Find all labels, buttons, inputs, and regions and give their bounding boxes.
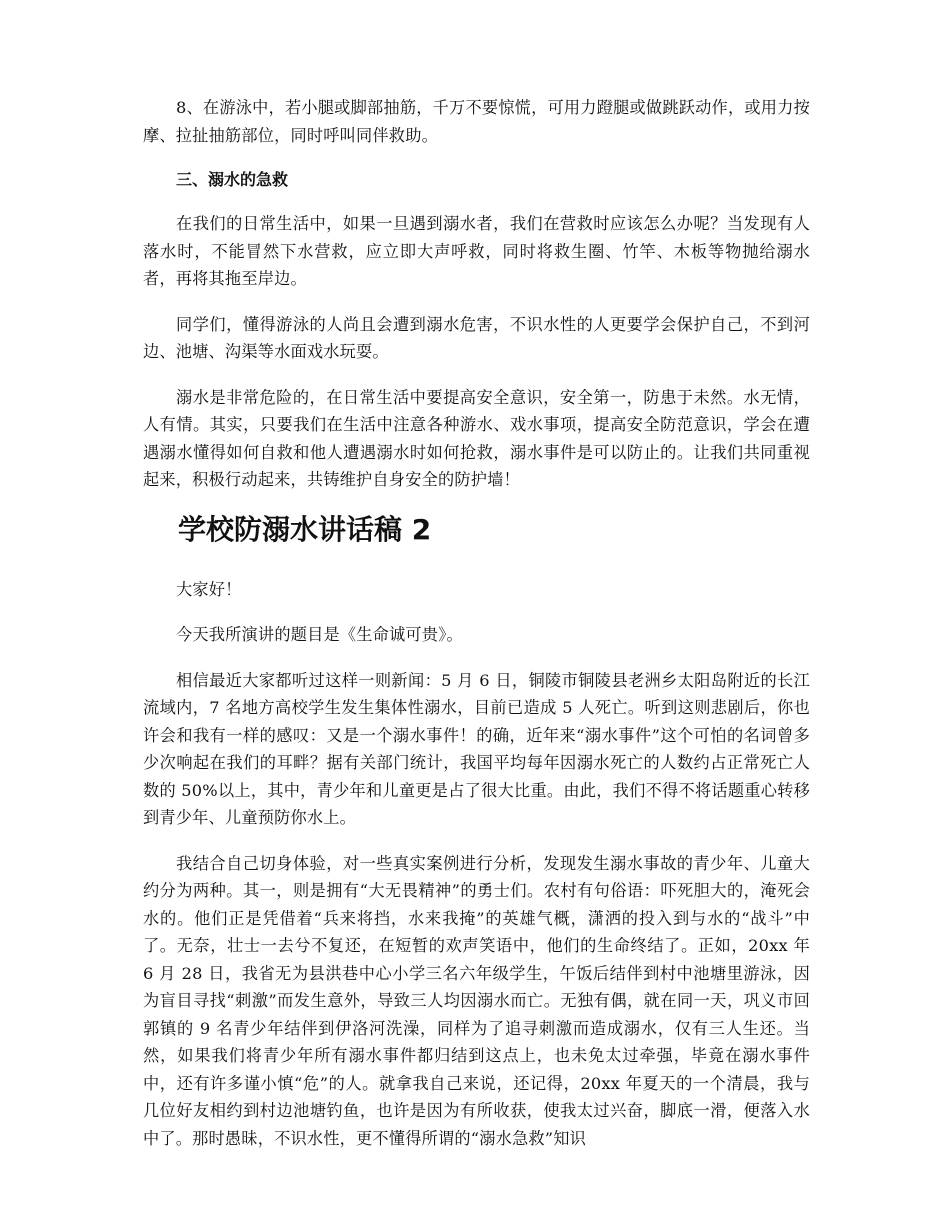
document-title: 学校防溺水讲话稿 2 [178,512,432,546]
paragraph-tip-8: 8、在游泳中，若小腿或脚部抽筋，千万不要惊慌，可用力蹬腿或做跳跃动作，或用力按摩、拉扯抽筋部位，同时呼叫同伴救助。 [143,98,810,145]
paragraph-news: 相信最近大家都听过这样一则新闻：5 月 6 日，铜陵市铜陵县老洲乡太阳岛附近的长江流域内，7 名地方高校学生发生集体性溺水，目前已造成 5 人死亡。听到这则悲剧后，你也许会和我有一样的感叹：又是一个溺水事件！的确，近年来“溺水事件”这个可怕的名词曾多少次响起在我们的耳畔？据有关部门统计，我国平均每年因溺水死亡的人数约占正常死亡人数的 50%以上，其中，青少年和儿童更是占了很大比重。由此，我们不得不将话题重心转移到青少年、儿童预防你水上。 [143,670,810,827]
section-heading: 三、溺水的急救 [176,170,289,189]
paragraph-experience: 我结合自己切身体验，对一些真实案例进行分析，发现发生溺水事故的青少年、儿童大约分为两种。其一，则是拥有“大无畏精神”的勇士们。农村有句俗语：吓死胆大的，淹死会水的。他们正是凭借着“兵来将挡，水来我掩”的英雄气概，潇洒的投入到与水的“战斗”中了。无奈，壮士一去兮不复还，在短暂的欢声笑语中，他们的生命终结了。正如，20xx 年 6 月 28 日，我省无为县洪巷中心小学三名六年级学生，午饭后结伴到村中池塘里游泳，因为盲目寻找“刺激”而发生意外，导致三人均因溺水而亡。无独有偶，就在同一天，巩义市回郭镇的 9 名青少年结伴到伊洛河洗澡，同样为了追寻刺激而造成溺水，仅有三人生还。当然，如果我们将青少年所有溺水事件都归结到这点上，也未免太过牵强，毕竟在溺水事件中，还有许多谨小慎“危”的人。就拿我自己来说，还记得，20xx 年夏天的一个清晨，我与几位好友相约到村边池塘钓鱼，也许是因为有所收获，使我太过兴奋，脚底一滑，便落入水中了。那时愚昧，不识水性，更不懂得所谓的“溺水急救”知识 [143,853,810,1148]
paragraph-conclusion: 溺水是非常危险的，在日常生活中要提高安全意识，安全第一，防患于未然。水无情，人有情。其实，只要我们在生活中注意各种游水、戏水事项，提高安全防范意识，学会在遭遇溺水懂得如何自救和他人遭遇溺水时如何抢救，溺水事件是可以防止的。让我们共同重视起来，积极行动起来，共铸维护自身安全的防护墙！ [143,387,810,489]
paragraph-rescue: 在我们的日常生活中，如果一旦遇到溺水者，我们在营救时应该怎么办呢？当发现有人落水时，不能冒然下水营救，应立即大声呼救，同时将救生圈、竹竿、木板等物抛给溺水者，再将其拖至岸边。 [143,214,810,288]
paragraph-topic: 今天我所演讲的题目是《生命诚可贵》。 [176,625,463,644]
document-body [143,94,810,1170]
paragraph-greeting: 大家好！ [176,579,242,599]
paragraph-classmates: 同学们，懂得游泳的人尚且会遭到溺水危害，不识水性的人更要学会保护自己，不到河边、池塘、沟渠等水面戏水玩耍。 [143,314,810,361]
